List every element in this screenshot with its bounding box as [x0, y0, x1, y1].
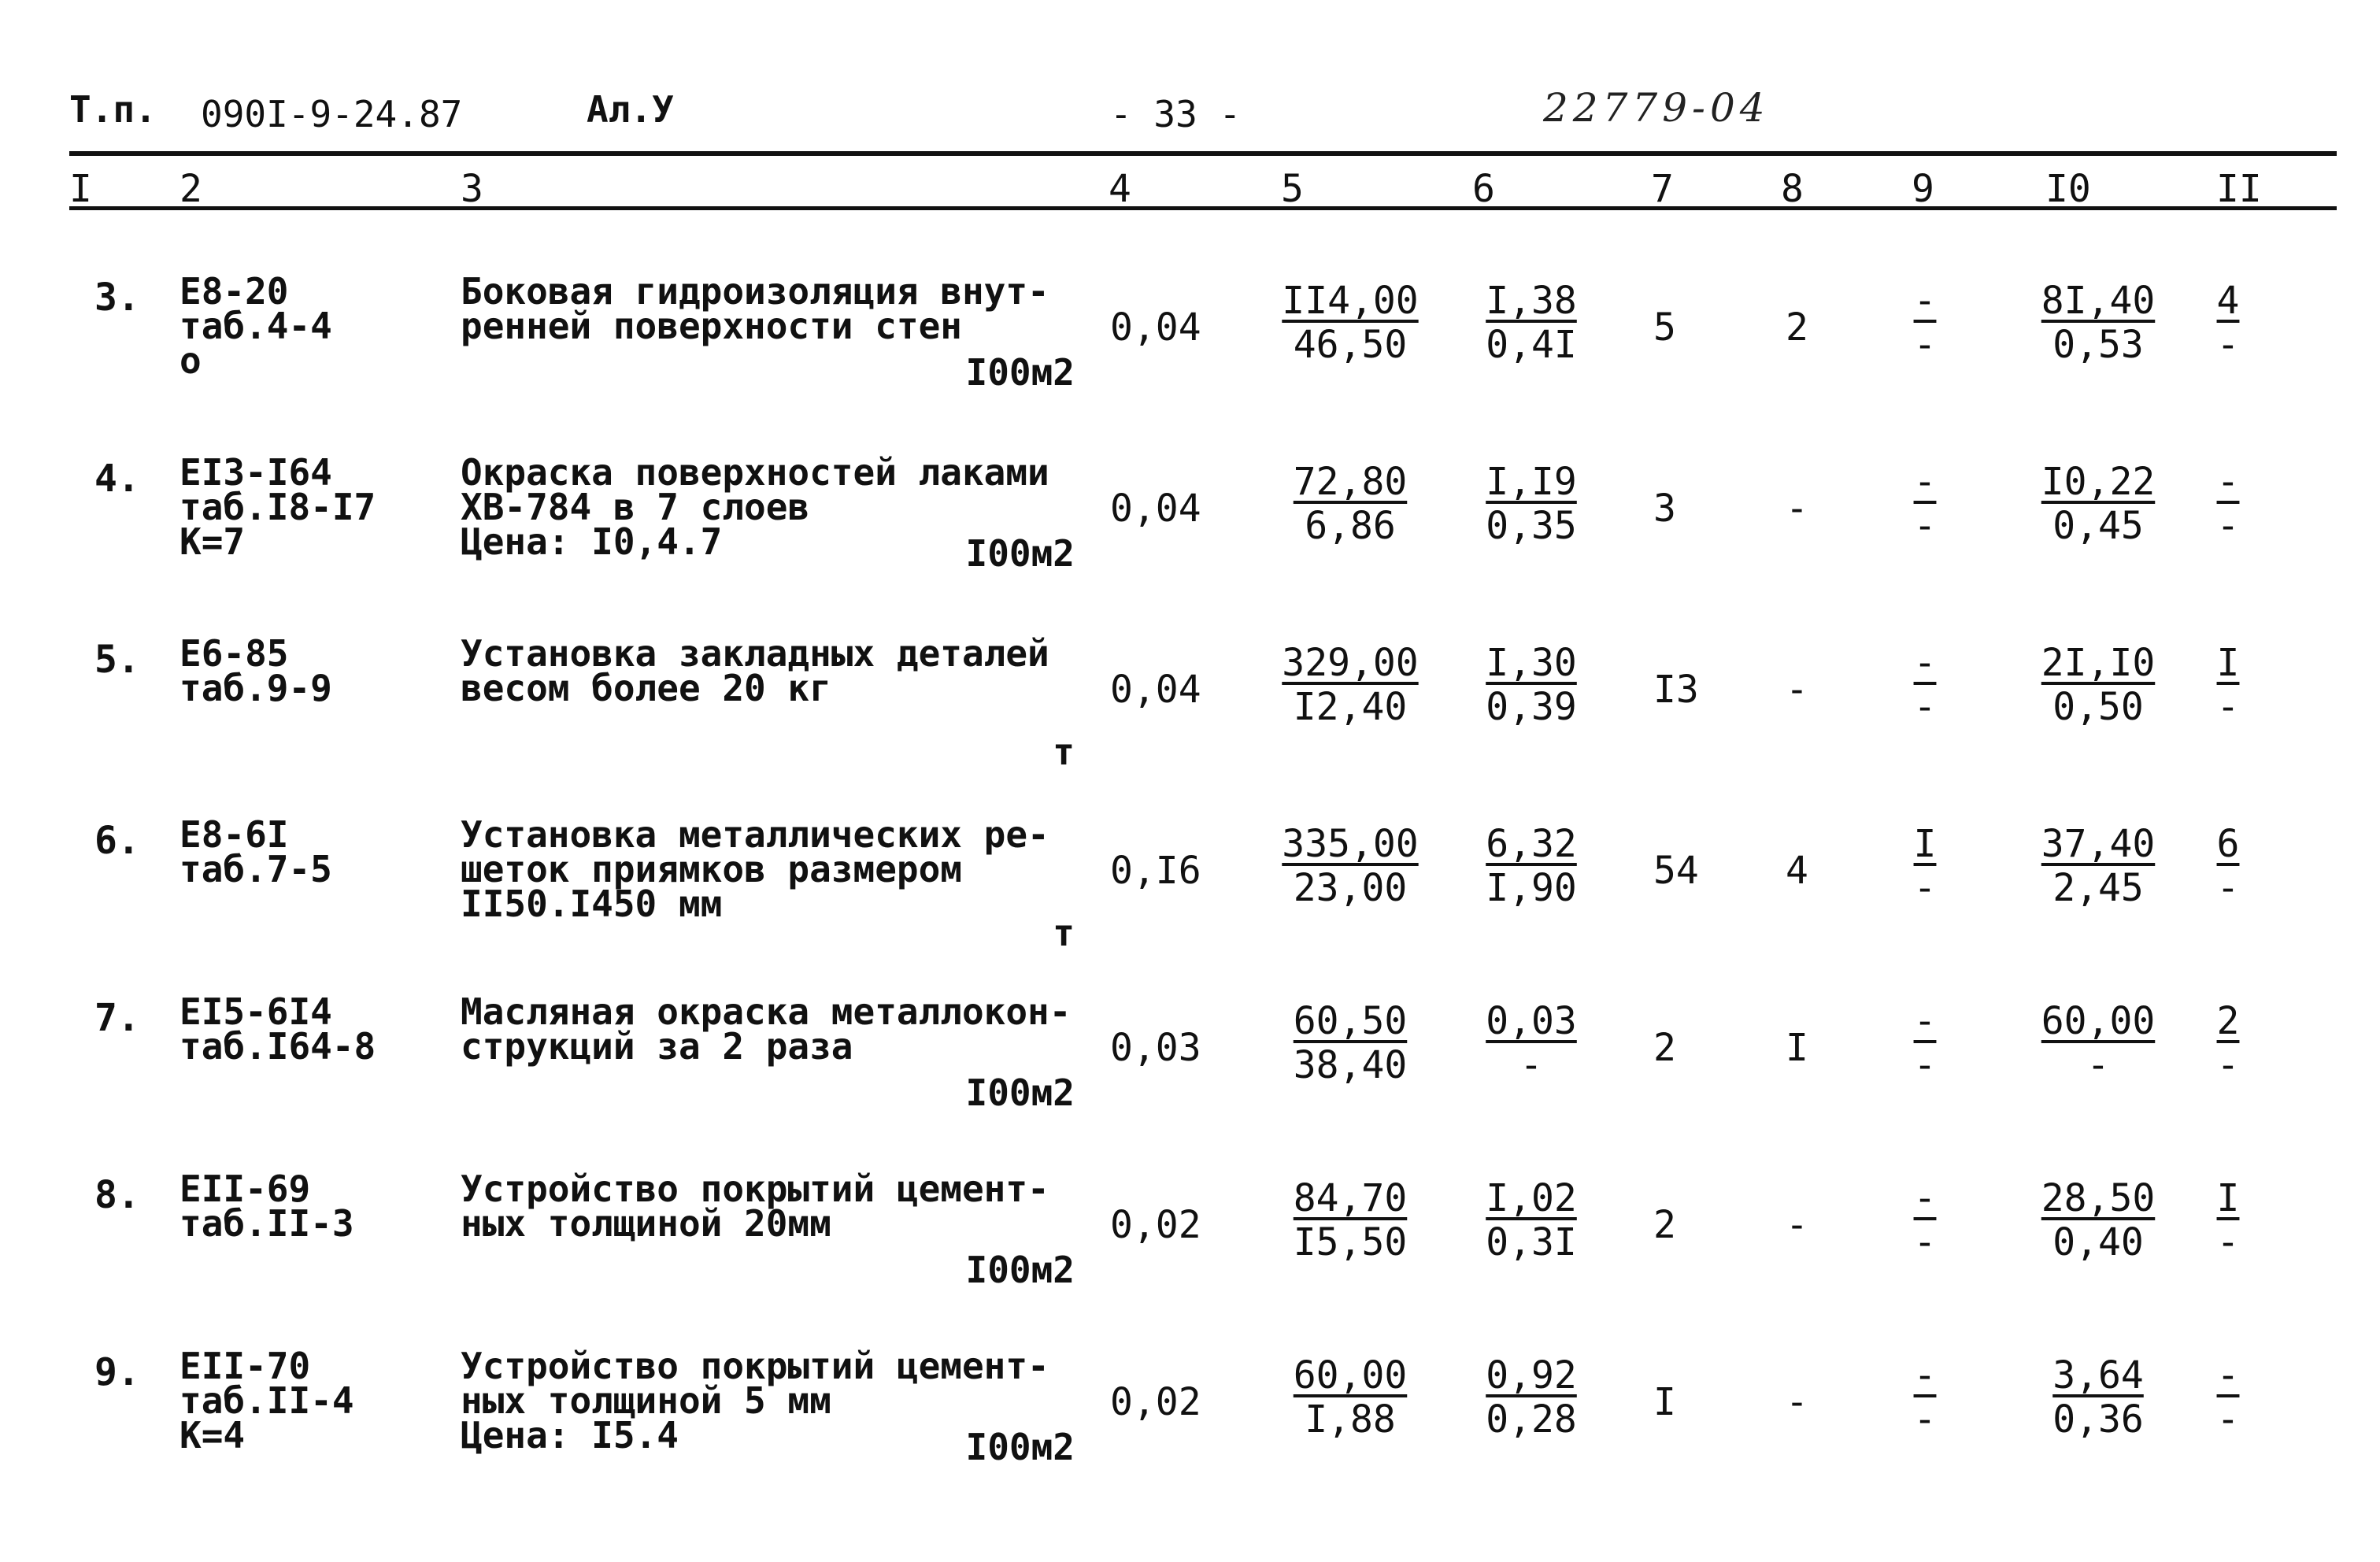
column-8-value: - — [1786, 1380, 1808, 1424]
cost-column-5 — [1271, 1176, 1429, 1264]
work-description-line: Устройство покрытий цемент- — [461, 1168, 1049, 1210]
column-11-value-bottom: - — [2216, 1220, 2240, 1264]
header-rule-bottom — [69, 206, 2337, 210]
cost-column-5-top: 335,00 — [1282, 822, 1419, 866]
cost-column-5 — [1271, 999, 1429, 1087]
norm-code-line: К=7 — [180, 520, 246, 563]
column-9-value-bottom: - — [1913, 1397, 1937, 1442]
cost-column-10-bottom: 2,45 — [2052, 866, 2144, 910]
cost-column-5-top: 60,00 — [1293, 1353, 1408, 1397]
work-description-line: ных толщиной 20мм — [461, 1202, 831, 1245]
column-number: 7 — [1651, 167, 1674, 211]
column-9-value — [1886, 822, 1964, 910]
cost-column-10-bottom: 0,50 — [2052, 685, 2144, 729]
column-11-value-top: - — [2216, 460, 2240, 504]
cost-column-6-bottom: I,90 — [1486, 866, 1577, 910]
page-number: - 33 - — [1110, 93, 1242, 135]
norm-code — [180, 1168, 354, 1245]
column-8-value: 4 — [1786, 849, 1808, 893]
column-8-value: I — [1786, 1026, 1808, 1070]
row-number: 8. — [94, 1173, 140, 1217]
column-number: I — [69, 167, 92, 211]
cost-column-6-bottom: 0,39 — [1486, 685, 1577, 729]
norm-code — [180, 813, 332, 890]
column-9-value — [1886, 641, 1964, 729]
column-number: 5 — [1281, 167, 1304, 211]
unit-of-measure: т — [1053, 912, 1075, 954]
cost-column-5-top: 72,80 — [1293, 460, 1408, 504]
cost-column-5 — [1271, 822, 1429, 910]
cost-column-5-bottom: I2,40 — [1293, 685, 1408, 729]
work-description-line: Устройство покрытий цемент- — [461, 1345, 1049, 1387]
column-7-value: 3 — [1653, 487, 1676, 531]
norm-code-line: таб.4-4 — [180, 305, 332, 347]
column-11-value-bottom: - — [2216, 866, 2240, 910]
doc-label: Т.п. — [69, 88, 157, 131]
quantity: 0,02 — [1110, 1380, 1201, 1424]
doc-code: 090I-9-24.87 — [201, 93, 463, 135]
norm-code — [180, 632, 332, 709]
cost-column-10 — [2035, 999, 2161, 1087]
column-8-value: 2 — [1786, 305, 1808, 350]
row-number: 9. — [94, 1350, 140, 1394]
column-9-value-bottom: - — [1913, 504, 1937, 548]
column-9-value — [1886, 999, 1964, 1087]
work-description-line: ренней поверхности стен — [461, 305, 962, 347]
norm-code-line: К=4 — [180, 1414, 246, 1457]
work-description — [461, 632, 1049, 709]
norm-code-line: таб.II-3 — [180, 1202, 354, 1245]
column-9-value-top: - — [1913, 279, 1937, 323]
work-description-line: Масляная окраска металлокон- — [461, 990, 1072, 1033]
row-number: 4. — [94, 457, 140, 501]
cost-column-5-top: 60,50 — [1293, 999, 1408, 1043]
cost-column-10-bottom: 0,45 — [2052, 504, 2144, 548]
column-9-value-top: - — [1913, 460, 1937, 504]
cost-column-6 — [1476, 279, 1586, 367]
cost-column-10-top: 2I,I0 — [2041, 641, 2156, 685]
work-description — [461, 990, 1072, 1068]
cost-column-10 — [2035, 279, 2161, 367]
column-9-value-top: - — [1913, 999, 1937, 1043]
norm-code — [180, 990, 376, 1068]
column-9-value-bottom: - — [1913, 866, 1937, 910]
quantity: 0,I6 — [1110, 849, 1201, 893]
cost-column-10-top: 3,64 — [2052, 1353, 2144, 1397]
column-number: 9 — [1912, 167, 1934, 211]
column-11-value-top: 4 — [2216, 279, 2240, 323]
cost-column-5-top: II4,00 — [1282, 279, 1419, 323]
work-description-line: ных толщиной 5 мм — [461, 1379, 831, 1422]
cost-column-5-top: 84,70 — [1293, 1176, 1408, 1220]
row-number: 5. — [94, 638, 140, 682]
norm-code-line: EI5-6I4 — [180, 990, 332, 1033]
row-number: 3. — [94, 276, 140, 320]
cost-column-5 — [1271, 460, 1429, 548]
cost-column-6-bottom: 0,35 — [1486, 504, 1577, 548]
work-description-line: ХВ-784 в 7 слоев — [461, 486, 810, 528]
column-11-value-bottom: - — [2216, 685, 2240, 729]
work-description-line: Цена: I0,4.7 — [461, 520, 723, 563]
cost-column-10-top: 8I,40 — [2041, 279, 2156, 323]
work-description-line: шеток приямков размером — [461, 848, 962, 890]
column-11-value-top: 2 — [2216, 999, 2240, 1043]
quantity: 0,04 — [1110, 305, 1201, 350]
work-description-line: Установка закладных деталей — [461, 632, 1049, 675]
header-rule-top — [69, 151, 2337, 156]
norm-code-line: о — [180, 339, 202, 382]
column-11-value-bottom: - — [2216, 1397, 2240, 1442]
cost-column-10-bottom: 0,53 — [2052, 323, 2144, 367]
cost-column-6 — [1476, 999, 1586, 1087]
column-7-value: 5 — [1653, 305, 1676, 350]
cost-column-5 — [1271, 279, 1429, 367]
cost-column-10 — [2035, 1176, 2161, 1264]
unit-of-measure: I00м2 — [965, 351, 1075, 394]
column-7-value: 2 — [1653, 1203, 1676, 1247]
column-11-value — [2189, 1176, 2267, 1264]
column-11-value-top: I — [2216, 1176, 2240, 1220]
column-11-value-top: - — [2216, 1353, 2240, 1397]
cost-column-10-top: 60,00 — [2041, 999, 2156, 1043]
column-number: 3 — [461, 167, 483, 211]
cost-column-6-bottom: 0,4I — [1486, 323, 1577, 367]
column-11-value-bottom: - — [2216, 504, 2240, 548]
work-description-line: Установка металлических ре- — [461, 813, 1049, 856]
cost-column-6-top: I,I9 — [1486, 460, 1577, 504]
cost-column-6-bottom: 0,28 — [1486, 1397, 1577, 1442]
work-description-line: весом более 20 кг — [461, 667, 831, 709]
norm-code — [180, 1345, 354, 1457]
cost-column-6-bottom: - — [1519, 1043, 1543, 1087]
column-number: 2 — [180, 167, 202, 211]
work-description — [461, 270, 1049, 347]
cost-column-6-bottom: 0,3I — [1486, 1220, 1577, 1264]
column-8-value: - — [1786, 487, 1808, 531]
cost-column-10-top: 37,40 — [2041, 822, 2156, 866]
work-description-line: II50.I450 мм — [461, 883, 723, 925]
norm-code-line: таб.7-5 — [180, 848, 332, 890]
column-7-value: I — [1653, 1380, 1676, 1424]
work-description-line: Окраска поверхностей лаками — [461, 451, 1049, 494]
handwritten-number: 22779-04 — [1543, 85, 1770, 131]
norm-code-line: таб.I8-I7 — [180, 486, 376, 528]
cost-column-6-top: 0,92 — [1486, 1353, 1577, 1397]
column-11-value — [2189, 999, 2267, 1087]
norm-code-line: таб.II-4 — [180, 1379, 354, 1422]
cost-column-10-top: I0,22 — [2041, 460, 2156, 504]
column-9-value — [1886, 1176, 1964, 1264]
cost-column-6-top: I,30 — [1486, 641, 1577, 685]
cost-column-6 — [1476, 822, 1586, 910]
work-description-line: Цена: I5.4 — [461, 1414, 679, 1457]
norm-code-line: EI3-I64 — [180, 451, 332, 494]
cost-column-5 — [1271, 641, 1429, 729]
norm-code-line: EII-69 — [180, 1168, 311, 1210]
column-8-value: - — [1786, 1203, 1808, 1247]
row-number: 7. — [94, 996, 140, 1040]
column-9-value-bottom: - — [1913, 323, 1937, 367]
cost-column-6 — [1476, 641, 1586, 729]
column-11-value-top: 6 — [2216, 822, 2240, 866]
norm-code-line: E8-20 — [180, 270, 289, 313]
unit-of-measure: I00м2 — [965, 1072, 1075, 1114]
cost-column-10-top: 28,50 — [2041, 1176, 2156, 1220]
cost-column-5-bottom: 23,00 — [1293, 866, 1408, 910]
norm-code-line: таб.9-9 — [180, 667, 332, 709]
norm-code — [180, 270, 332, 382]
work-description-line: Боковая гидроизоляция внут- — [461, 270, 1049, 313]
column-9-value-bottom: - — [1913, 685, 1937, 729]
norm-code-line: E8-6I — [180, 813, 289, 856]
cost-column-5-bottom: 46,50 — [1293, 323, 1408, 367]
cost-column-5 — [1271, 1353, 1429, 1442]
column-9-value — [1886, 1353, 1964, 1442]
cost-column-6-top: I,38 — [1486, 279, 1577, 323]
unit-of-measure: I00м2 — [965, 532, 1075, 575]
column-11-value — [2189, 822, 2267, 910]
quantity: 0,03 — [1110, 1026, 1201, 1070]
column-11-value — [2189, 1353, 2267, 1442]
cost-column-6-top: 0,03 — [1486, 999, 1577, 1043]
norm-code — [180, 451, 376, 563]
cost-column-10 — [2035, 460, 2161, 548]
cost-column-10-bottom: 0,36 — [2052, 1397, 2144, 1442]
cost-column-10-bottom: 0,40 — [2052, 1220, 2144, 1264]
row-number: 6. — [94, 819, 140, 863]
unit-of-measure: I00м2 — [965, 1249, 1075, 1291]
column-number: 4 — [1109, 167, 1131, 211]
quantity: 0,02 — [1110, 1203, 1201, 1247]
work-description-line: струкций за 2 раза — [461, 1025, 853, 1068]
cost-column-5-bottom: 6,86 — [1305, 504, 1396, 548]
cost-column-5-bottom: 38,40 — [1293, 1043, 1408, 1087]
album-label: Ал.У — [587, 88, 674, 131]
column-9-value-bottom: - — [1913, 1220, 1937, 1264]
column-11-value — [2189, 460, 2267, 548]
cost-column-6 — [1476, 1176, 1586, 1264]
column-7-value: 54 — [1653, 849, 1699, 893]
cost-column-6 — [1476, 1353, 1586, 1442]
cost-column-5-bottom: I5,50 — [1293, 1220, 1408, 1264]
column-11-value-bottom: - — [2216, 323, 2240, 367]
column-9-value-top: - — [1913, 641, 1937, 685]
column-9-value-top: - — [1913, 1176, 1937, 1220]
quantity: 0,04 — [1110, 668, 1201, 712]
column-number: I0 — [2045, 167, 2091, 211]
cost-column-6 — [1476, 460, 1586, 548]
cost-column-10 — [2035, 641, 2161, 729]
column-number: 8 — [1781, 167, 1804, 211]
unit-of-measure: т — [1053, 731, 1075, 773]
column-number: II — [2216, 167, 2262, 211]
cost-column-5-bottom: I,88 — [1305, 1397, 1396, 1442]
norm-code-line: EII-70 — [180, 1345, 311, 1387]
cost-column-10-bottom: - — [2086, 1043, 2110, 1087]
column-11-value — [2189, 641, 2267, 729]
cost-column-10 — [2035, 822, 2161, 910]
column-9-value — [1886, 460, 1964, 548]
cost-column-10 — [2035, 1353, 2161, 1442]
unit-of-measure: I00м2 — [965, 1426, 1075, 1468]
norm-code-line: E6-85 — [180, 632, 289, 675]
column-number: 6 — [1472, 167, 1495, 211]
cost-column-6-top: I,02 — [1486, 1176, 1577, 1220]
quantity: 0,04 — [1110, 487, 1201, 531]
column-7-value: 2 — [1653, 1026, 1676, 1070]
column-11-value — [2189, 279, 2267, 367]
column-8-value: - — [1786, 668, 1808, 712]
column-9-value-top: - — [1913, 1353, 1937, 1397]
cost-column-5-top: 329,00 — [1282, 641, 1419, 685]
work-description — [461, 1168, 1049, 1245]
cost-column-6-top: 6,32 — [1486, 822, 1577, 866]
column-9-value — [1886, 279, 1964, 367]
column-7-value: I3 — [1653, 668, 1699, 712]
column-9-value-top: I — [1913, 822, 1937, 866]
work-description — [461, 813, 1049, 925]
column-11-value-top: I — [2216, 641, 2240, 685]
column-11-value-bottom: - — [2216, 1043, 2240, 1087]
column-9-value-bottom: - — [1913, 1043, 1937, 1087]
norm-code-line: таб.I64-8 — [180, 1025, 376, 1068]
